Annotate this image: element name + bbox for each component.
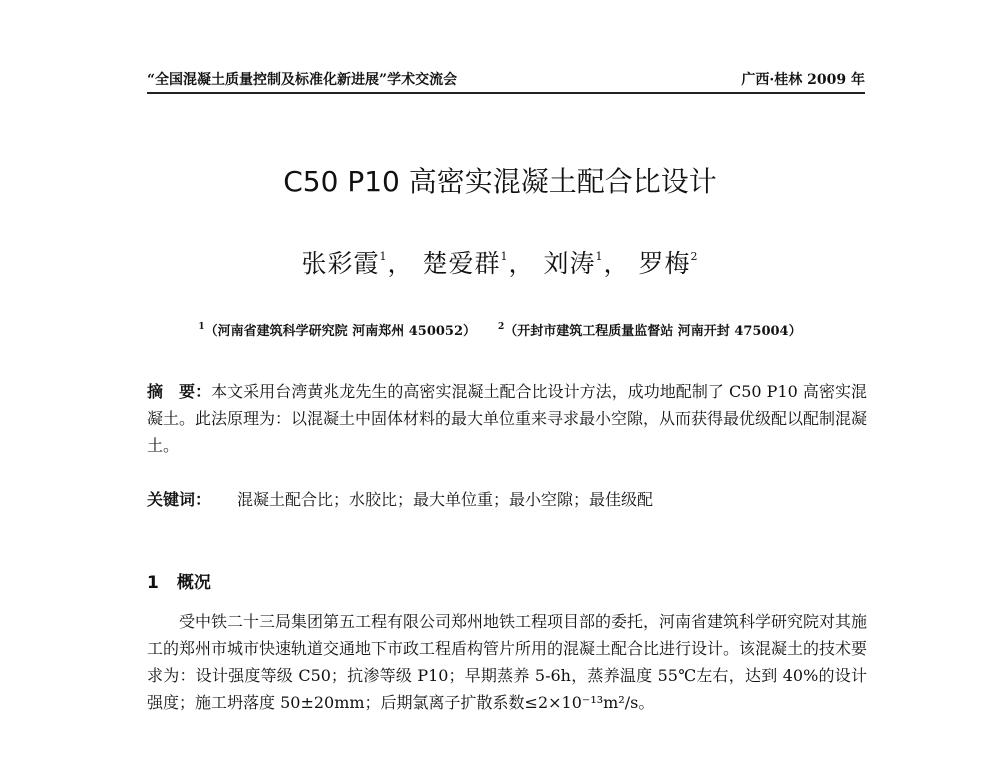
- author-affil-mark: 1: [595, 250, 604, 263]
- keywords-label: 关键词：: [147, 490, 212, 509]
- author-separator: ，: [603, 249, 630, 278]
- paper-title: C50 P10 高密实混凝土配合比设计: [283, 165, 717, 198]
- section-paragraph: 受中铁二十三局集团第五工程有限公司郑州地铁工程项目部的委托，河南省建筑科学研究院对其施工的郑州市城市快速轨道交通地下市政工程盾构管片所用的混凝土配合比进行设计。该混凝土的技术要求为：设计强度等级 C50；抗渗等级 P10；早期蒸养 5-6h，蒸养温度 55℃左右，达到 40%的设计强度；施工坍落度 50±20mm；后期氯离子扩散系数≤2×10⁻¹³m²/s。: [147, 612, 868, 712]
- running-header: [147, 66, 865, 94]
- author-name: 张彩霞: [301, 249, 380, 278]
- keywords: [147, 486, 867, 513]
- author-affil-mark: 1: [379, 250, 388, 263]
- author-affil-mark: 1: [500, 250, 509, 263]
- author-name: 刘涛: [543, 249, 596, 278]
- author-affil-mark: 2: [690, 250, 699, 263]
- location-year: 广西·桂林 2009 年: [741, 72, 865, 88]
- section-title: 概况: [176, 573, 211, 593]
- affiliation-text: （开封市建筑工程质量监督站 河南开封 475004）: [504, 324, 802, 339]
- author-name: 罗梅: [638, 249, 691, 278]
- section-number: 1: [147, 573, 159, 593]
- author-separator: ，: [508, 249, 535, 278]
- author-name: 楚爱群: [422, 249, 501, 278]
- affil-mark: 2: [498, 322, 505, 332]
- affil-mark: 1: [198, 322, 205, 332]
- abstract-label: 摘 要：: [147, 382, 212, 401]
- affiliation-text: （河南省建筑科学研究院 河南郑州 450052）: [204, 324, 476, 339]
- section-heading: [147, 568, 211, 593]
- author-separator: ，: [387, 249, 414, 278]
- abstract-text: 本文采用台湾黄兆龙先生的高密实混凝土配合比设计方法，成功地配制了 C50 P10 高密实混凝土。此法原理为：以混凝土中固体材料的最大单位重来寻求最小空隙，从而获得最优级配以配制混凝土。: [147, 382, 868, 455]
- affiliations: [0, 320, 1000, 339]
- author-list: [0, 244, 1000, 280]
- conference-name: “全国混凝土质量控制及标准化新进展”学术交流会: [147, 72, 458, 88]
- abstract: [147, 378, 867, 459]
- keywords-text: 混凝土配合比；水胶比；最大单位重；最小空隙；最佳级配: [237, 490, 654, 509]
